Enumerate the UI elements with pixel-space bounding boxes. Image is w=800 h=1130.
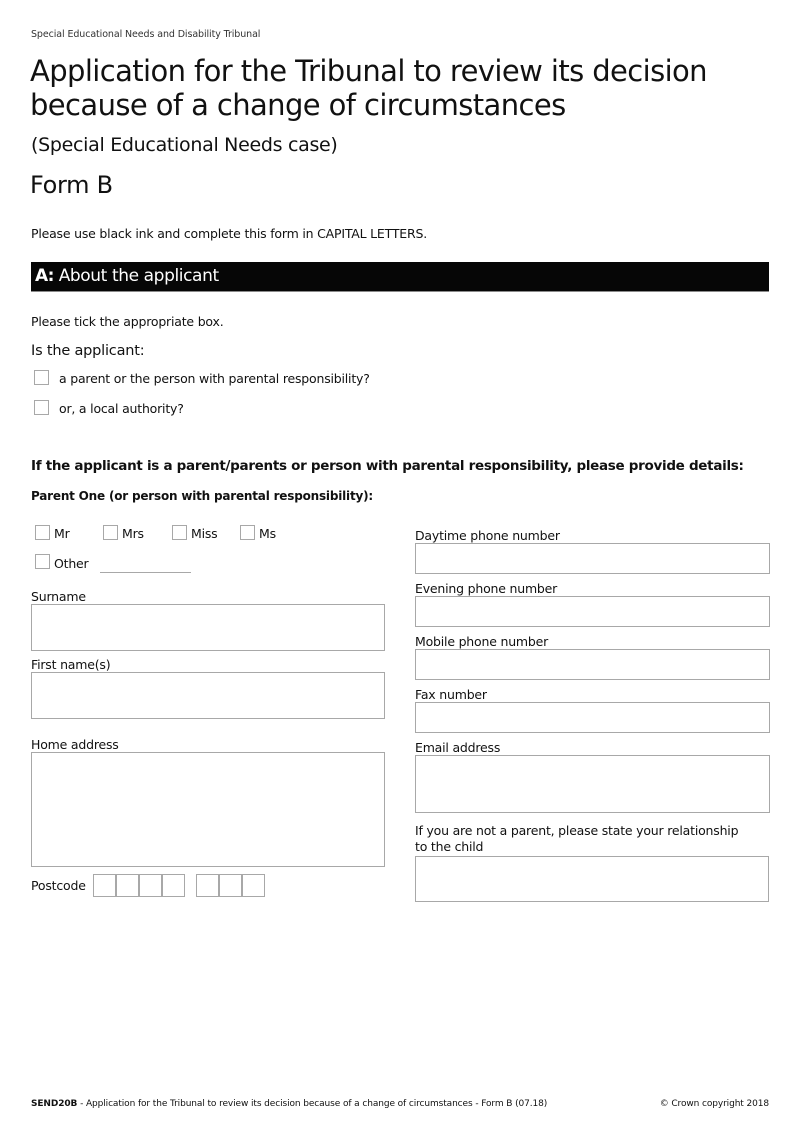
title-ms-label: Ms (259, 526, 276, 541)
mobile-phone-label: Mobile phone number (415, 634, 549, 649)
evening-phone-input[interactable] (415, 596, 770, 627)
page-subtitle: (Special Educational Needs case) (31, 134, 338, 156)
title-miss-checkbox[interactable] (172, 525, 187, 540)
section-a-header (31, 262, 769, 292)
home-address-label: Home address (31, 737, 119, 752)
applicant-parent-checkbox[interactable] (34, 370, 49, 385)
evening-phone-label: Evening phone number (415, 581, 558, 596)
title-other-checkbox[interactable] (35, 554, 50, 569)
fax-label: Fax number (415, 687, 487, 702)
parent-details-heading: If the applicant is a parent/parents or person with parental responsibility, please provide details: (31, 458, 744, 474)
surname-input[interactable] (31, 604, 385, 651)
title-mr-label: Mr (54, 526, 70, 541)
form-instruction: Please use black ink and complete this form in CAPITAL LETTERS. (31, 226, 427, 241)
relationship-input[interactable] (415, 856, 769, 902)
email-label: Email address (415, 740, 501, 755)
relationship-label (415, 823, 738, 855)
title-mrs-checkbox[interactable] (103, 525, 118, 540)
title-mrs-label: Mrs (122, 526, 144, 541)
footer-copyright: © Crown copyright 2018 (659, 1099, 769, 1109)
title-other-input[interactable] (100, 572, 191, 573)
surname-label: Surname (31, 589, 86, 604)
postcode-cell[interactable] (196, 874, 219, 897)
section-a-prefix: A: (35, 266, 54, 286)
postcode-cell[interactable] (162, 874, 185, 897)
organisation-name: Special Educational Needs and Disability Tribunal (31, 29, 261, 40)
footer-form-code: SEND20B (31, 1099, 78, 1109)
home-address-input[interactable] (31, 752, 385, 867)
postcode-cell[interactable] (116, 874, 139, 897)
first-names-label: First name(s) (31, 657, 111, 672)
footer-reference (31, 1099, 547, 1109)
title-miss-label: Miss (191, 526, 218, 541)
applicant-local-authority-label: or, a local authority? (59, 401, 184, 416)
footer-description: - Application for the Tribunal to review its decision because of a change of circumstances - Form B (07.18) (77, 1099, 548, 1109)
applicant-question: Is the applicant: (31, 343, 145, 359)
title-line-1: Application for the Tribunal to review its decision (30, 54, 707, 88)
form-name: Form B (30, 171, 113, 199)
daytime-phone-label: Daytime phone number (415, 528, 560, 543)
postcode-cell[interactable] (219, 874, 242, 897)
postcode-cell[interactable] (242, 874, 265, 897)
first-names-input[interactable] (31, 672, 385, 719)
postcode-label: Postcode (31, 878, 86, 893)
daytime-phone-input[interactable] (415, 543, 770, 574)
applicant-parent-label: a parent or the person with parental responsibility? (59, 371, 370, 386)
title-ms-checkbox[interactable] (240, 525, 255, 540)
title-other-label: Other (54, 556, 89, 571)
mobile-phone-input[interactable] (415, 649, 770, 680)
email-input[interactable] (415, 755, 770, 813)
fax-input[interactable] (415, 702, 770, 733)
page-title (30, 54, 750, 122)
title-line-2: because of a change of circumstances (30, 88, 566, 122)
relationship-label-line-2: to the child (415, 839, 484, 854)
postcode-cell[interactable] (93, 874, 116, 897)
parent-one-heading: Parent One (or person with parental responsibility): (31, 489, 373, 503)
section-a-title: About the applicant (58, 266, 219, 286)
applicant-local-authority-checkbox[interactable] (34, 400, 49, 415)
tick-instruction: Please tick the appropriate box. (31, 314, 224, 329)
postcode-cell[interactable] (139, 874, 162, 897)
title-mr-checkbox[interactable] (35, 525, 50, 540)
relationship-label-line-1: If you are not a parent, please state your relationship (415, 823, 739, 838)
